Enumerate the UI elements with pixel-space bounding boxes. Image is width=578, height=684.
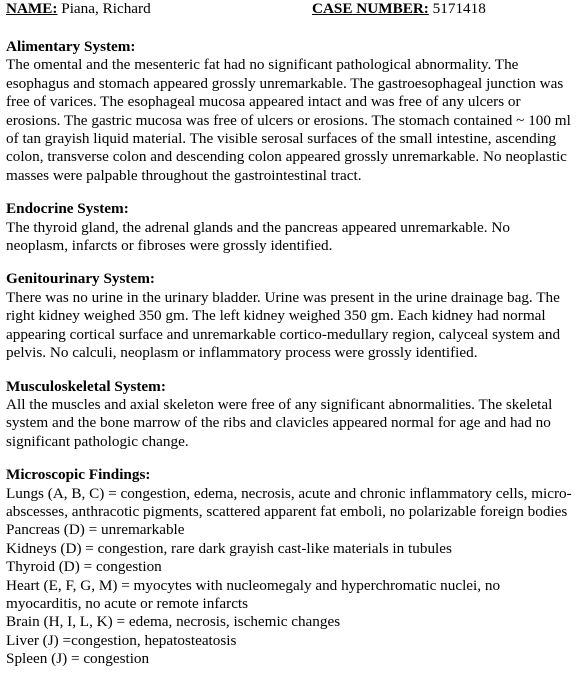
finding-brain: Brain (H, I, L, K) = edema, necrosis, ischemic changes xyxy=(6,613,341,631)
finding-lungs: Lungs (A, B, C) = congestion, edema, necrosis, acute and chronic inflammatory cells, micro-abscesses, anthracotic pigments, scattered apparent fat emboli, no polarizable foreign bodies xyxy=(6,484,572,520)
finding-heart: Heart (E, F, G, M) = myocytes with nucleomegaly and hyperchromatic nuclei, no myocarditis, no acute or remote infarcts xyxy=(6,576,501,612)
finding-pancreas: Pancreas (D) = unremarkable xyxy=(6,521,185,539)
section-genitourinary-system xyxy=(6,270,574,362)
section-endocrine-system xyxy=(6,200,574,255)
section-title: Alimentary System: xyxy=(6,38,136,55)
case-number xyxy=(312,0,486,18)
report-header xyxy=(6,0,578,20)
finding-spleen: Spleen (J) = congestion xyxy=(6,650,150,668)
section-body: The thyroid gland, the adrenal glands and the pancreas appeared unremarkable. No neoplasm, infarcts or fibroses were grossly identified. xyxy=(6,218,510,255)
section-musculoskeletal-system xyxy=(6,378,574,452)
patient-name xyxy=(6,0,151,18)
section-title: Musculoskeletal System: xyxy=(6,377,166,395)
section-microscopic-findings xyxy=(6,466,574,668)
section-body: All the muscles and axial skeleton were free of any significant abnormalities. The skeletal system and the bone marrow of the ribs and clavicles appeared normal for age and had no significant pathologic change. xyxy=(6,395,553,450)
findings-list xyxy=(6,485,574,669)
section-title: Genitourinary System: xyxy=(6,270,155,288)
finding-liver: Liver (J) =congestion, hepatosteatosis xyxy=(6,631,237,649)
section-body: There was no urine in the urinary bladder. Urine was present in the urine drainage bag. The right kidney weighed 350 gm. The left kidney weighed 350 gm. Each kidney had normal appearing cortical surface and unremarkable cortico-medullary region, calyceal system and pelvis. No calculi, neoplasm or inflammatory process were grossly identified. xyxy=(6,288,561,362)
section-title: Endocrine System: xyxy=(6,200,129,218)
name-label: NAME: xyxy=(6,0,58,17)
case-number-value: 5171418 xyxy=(428,0,486,17)
section-title: Microscopic Findings: xyxy=(6,466,151,484)
section-alimentary-system xyxy=(6,38,574,185)
section-body: The omental and the mesenteric fat had no significant pathological abnormality. The esophagus and stomach appeared grossly unremarkable. The gastroesophageal junction was free of varices. The esophageal mucosa appeared intact and was free of any ulcers or erosions. The gastric mucosa was free of ulcers or erosions. The stomach contained ~ 100 ml of tan grayish liquid material. The visible serosal surfaces of the small intestine, ascending colon, transverse colon and descending colon appeared grossly unremarkable. No neoplastic masses were palpable throughout the gastrointestinal tract. xyxy=(6,56,571,184)
finding-kidneys: Kidneys (D) = congestion, rare dark grayish cast-like materials in tubules xyxy=(6,539,452,557)
case-number-label: CASE NUMBER: xyxy=(312,0,429,17)
name-value: Piana, Richard xyxy=(57,0,151,17)
report-body xyxy=(6,38,574,684)
finding-thyroid: Thyroid (D) = congestion xyxy=(6,558,162,576)
